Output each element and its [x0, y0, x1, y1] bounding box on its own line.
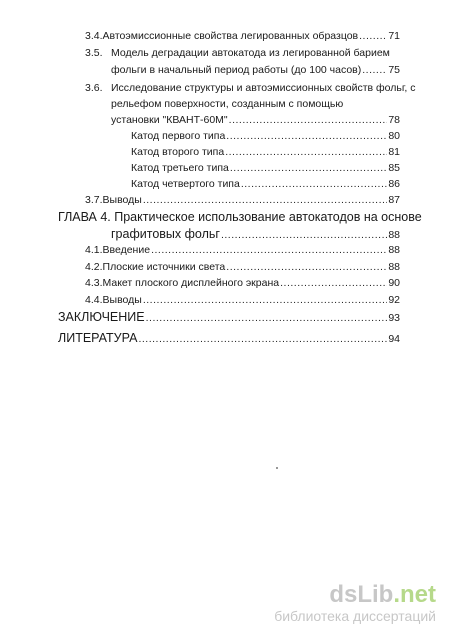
- toc-subentry-cathode-1: [131, 130, 400, 143]
- toc-title: Макет плоского дисплейного экрана: [102, 277, 280, 289]
- toc-entry-conclusion: [58, 310, 400, 326]
- toc-number: 3.4.: [85, 30, 103, 42]
- dot-leader: [146, 311, 388, 326]
- toc-page-number: 86: [388, 178, 400, 190]
- dot-leader: [226, 130, 387, 143]
- toc-entry-4-4: [85, 294, 400, 307]
- watermark-subtitle: библиотека диссертаций: [274, 608, 436, 624]
- toc-entry-4-3: [85, 277, 400, 290]
- toc-page-number: 92: [388, 294, 400, 306]
- toc-page-number: 71: [388, 30, 400, 42]
- watermark-logo-domain: .net: [393, 581, 436, 608]
- toc-entry-3-7: [85, 194, 400, 207]
- toc-subentry-cathode-3: [131, 162, 400, 175]
- toc-entry-4-2: [85, 261, 400, 274]
- dot-leader: [229, 114, 388, 127]
- toc-subentry-cathode-4: [131, 178, 400, 191]
- toc-page-number: 88: [388, 244, 400, 256]
- toc-number: 3.6.: [85, 82, 103, 94]
- dot-leader: [151, 244, 387, 257]
- toc-title: Катод четвертого типа: [131, 178, 240, 190]
- toc-entry-3-6-line1: [85, 82, 415, 95]
- toc-page-number: 88: [388, 229, 400, 241]
- toc-page-number: 80: [388, 130, 400, 142]
- watermark-logo-main: dsLib: [329, 581, 394, 608]
- toc-title-continued: фольги в начальный период работы (до 100 часов): [111, 64, 362, 76]
- dot-leader: [221, 228, 387, 243]
- toc-number: 3.5.: [85, 47, 103, 59]
- toc-entry-3-4: [85, 30, 400, 43]
- toc-entry-3-6-line2: рельефом поверхности, созданным с помощью: [111, 98, 344, 110]
- toc-number: 3.7.: [85, 194, 103, 206]
- toc-page-number: 85: [388, 162, 400, 174]
- toc-page-number: 81: [388, 146, 400, 158]
- toc-chapter-4-line1: ГЛАВА 4. Практическое использование автокатодов на основе: [58, 210, 422, 224]
- toc-title: Введение: [102, 244, 151, 256]
- toc-page-number: 94: [388, 333, 400, 345]
- watermark-logo: [274, 582, 436, 608]
- toc-page-number: 75: [388, 64, 400, 76]
- toc-title: Плоские источники света: [102, 261, 226, 273]
- toc-title: Выводы: [102, 294, 142, 306]
- toc-title: Катод первого типа: [131, 130, 226, 142]
- toc-title: Исследование структуры и автоэмиссионных свойств фольг, с: [111, 82, 416, 94]
- dot-leader: [359, 30, 387, 43]
- toc-title-continued: графитовых фольг: [111, 227, 220, 241]
- dot-leader: [143, 294, 388, 307]
- toc-entry-3-6-line3: [111, 114, 400, 127]
- dot-leader: [362, 64, 387, 77]
- toc-number: 4.2.: [85, 261, 103, 273]
- toc-title: Выводы: [102, 194, 142, 206]
- toc-title: Автоэмиссионные свойства легированных образцов: [102, 30, 359, 42]
- toc-entry-4-1: [85, 244, 400, 257]
- toc-number: 4.4.: [85, 294, 103, 306]
- toc-number: 4.3.: [85, 277, 103, 289]
- dot-leader: [230, 162, 387, 175]
- toc-title: ЗАКЛЮЧЕНИЕ: [58, 310, 145, 324]
- site-watermark: [274, 582, 436, 624]
- toc-title: ЛИТЕРАТУРА: [58, 331, 138, 345]
- toc-entry-3-5-line2: [111, 64, 400, 77]
- dot-leader: [138, 332, 387, 347]
- toc-title-continued: установки "КВАНТ-60М": [111, 114, 228, 126]
- toc-subentry-cathode-2: [131, 146, 400, 159]
- toc-entry-literature: [58, 331, 400, 347]
- dot-leader: [280, 277, 387, 290]
- dot-leader: [143, 194, 388, 207]
- toc-page-number: 78: [388, 114, 400, 126]
- toc-number: 4.1.: [85, 244, 103, 256]
- toc-page-number: 87: [388, 194, 400, 206]
- toc-page-number: 93: [388, 312, 400, 324]
- scan-speck: [276, 467, 278, 469]
- dot-leader: [225, 146, 387, 159]
- toc-chapter-4-line2: [111, 227, 400, 243]
- toc-page-number: 88: [388, 261, 400, 273]
- dot-leader: [226, 261, 387, 274]
- toc-page-number: 90: [388, 277, 400, 289]
- toc-title: Катод второго типа: [131, 146, 225, 158]
- toc-title: Модель деградации автокатода из легированной барием: [111, 47, 390, 59]
- toc-entry-3-5-line1: [85, 47, 390, 60]
- toc-title: Катод третьего типа: [131, 162, 229, 174]
- dot-leader: [241, 178, 387, 191]
